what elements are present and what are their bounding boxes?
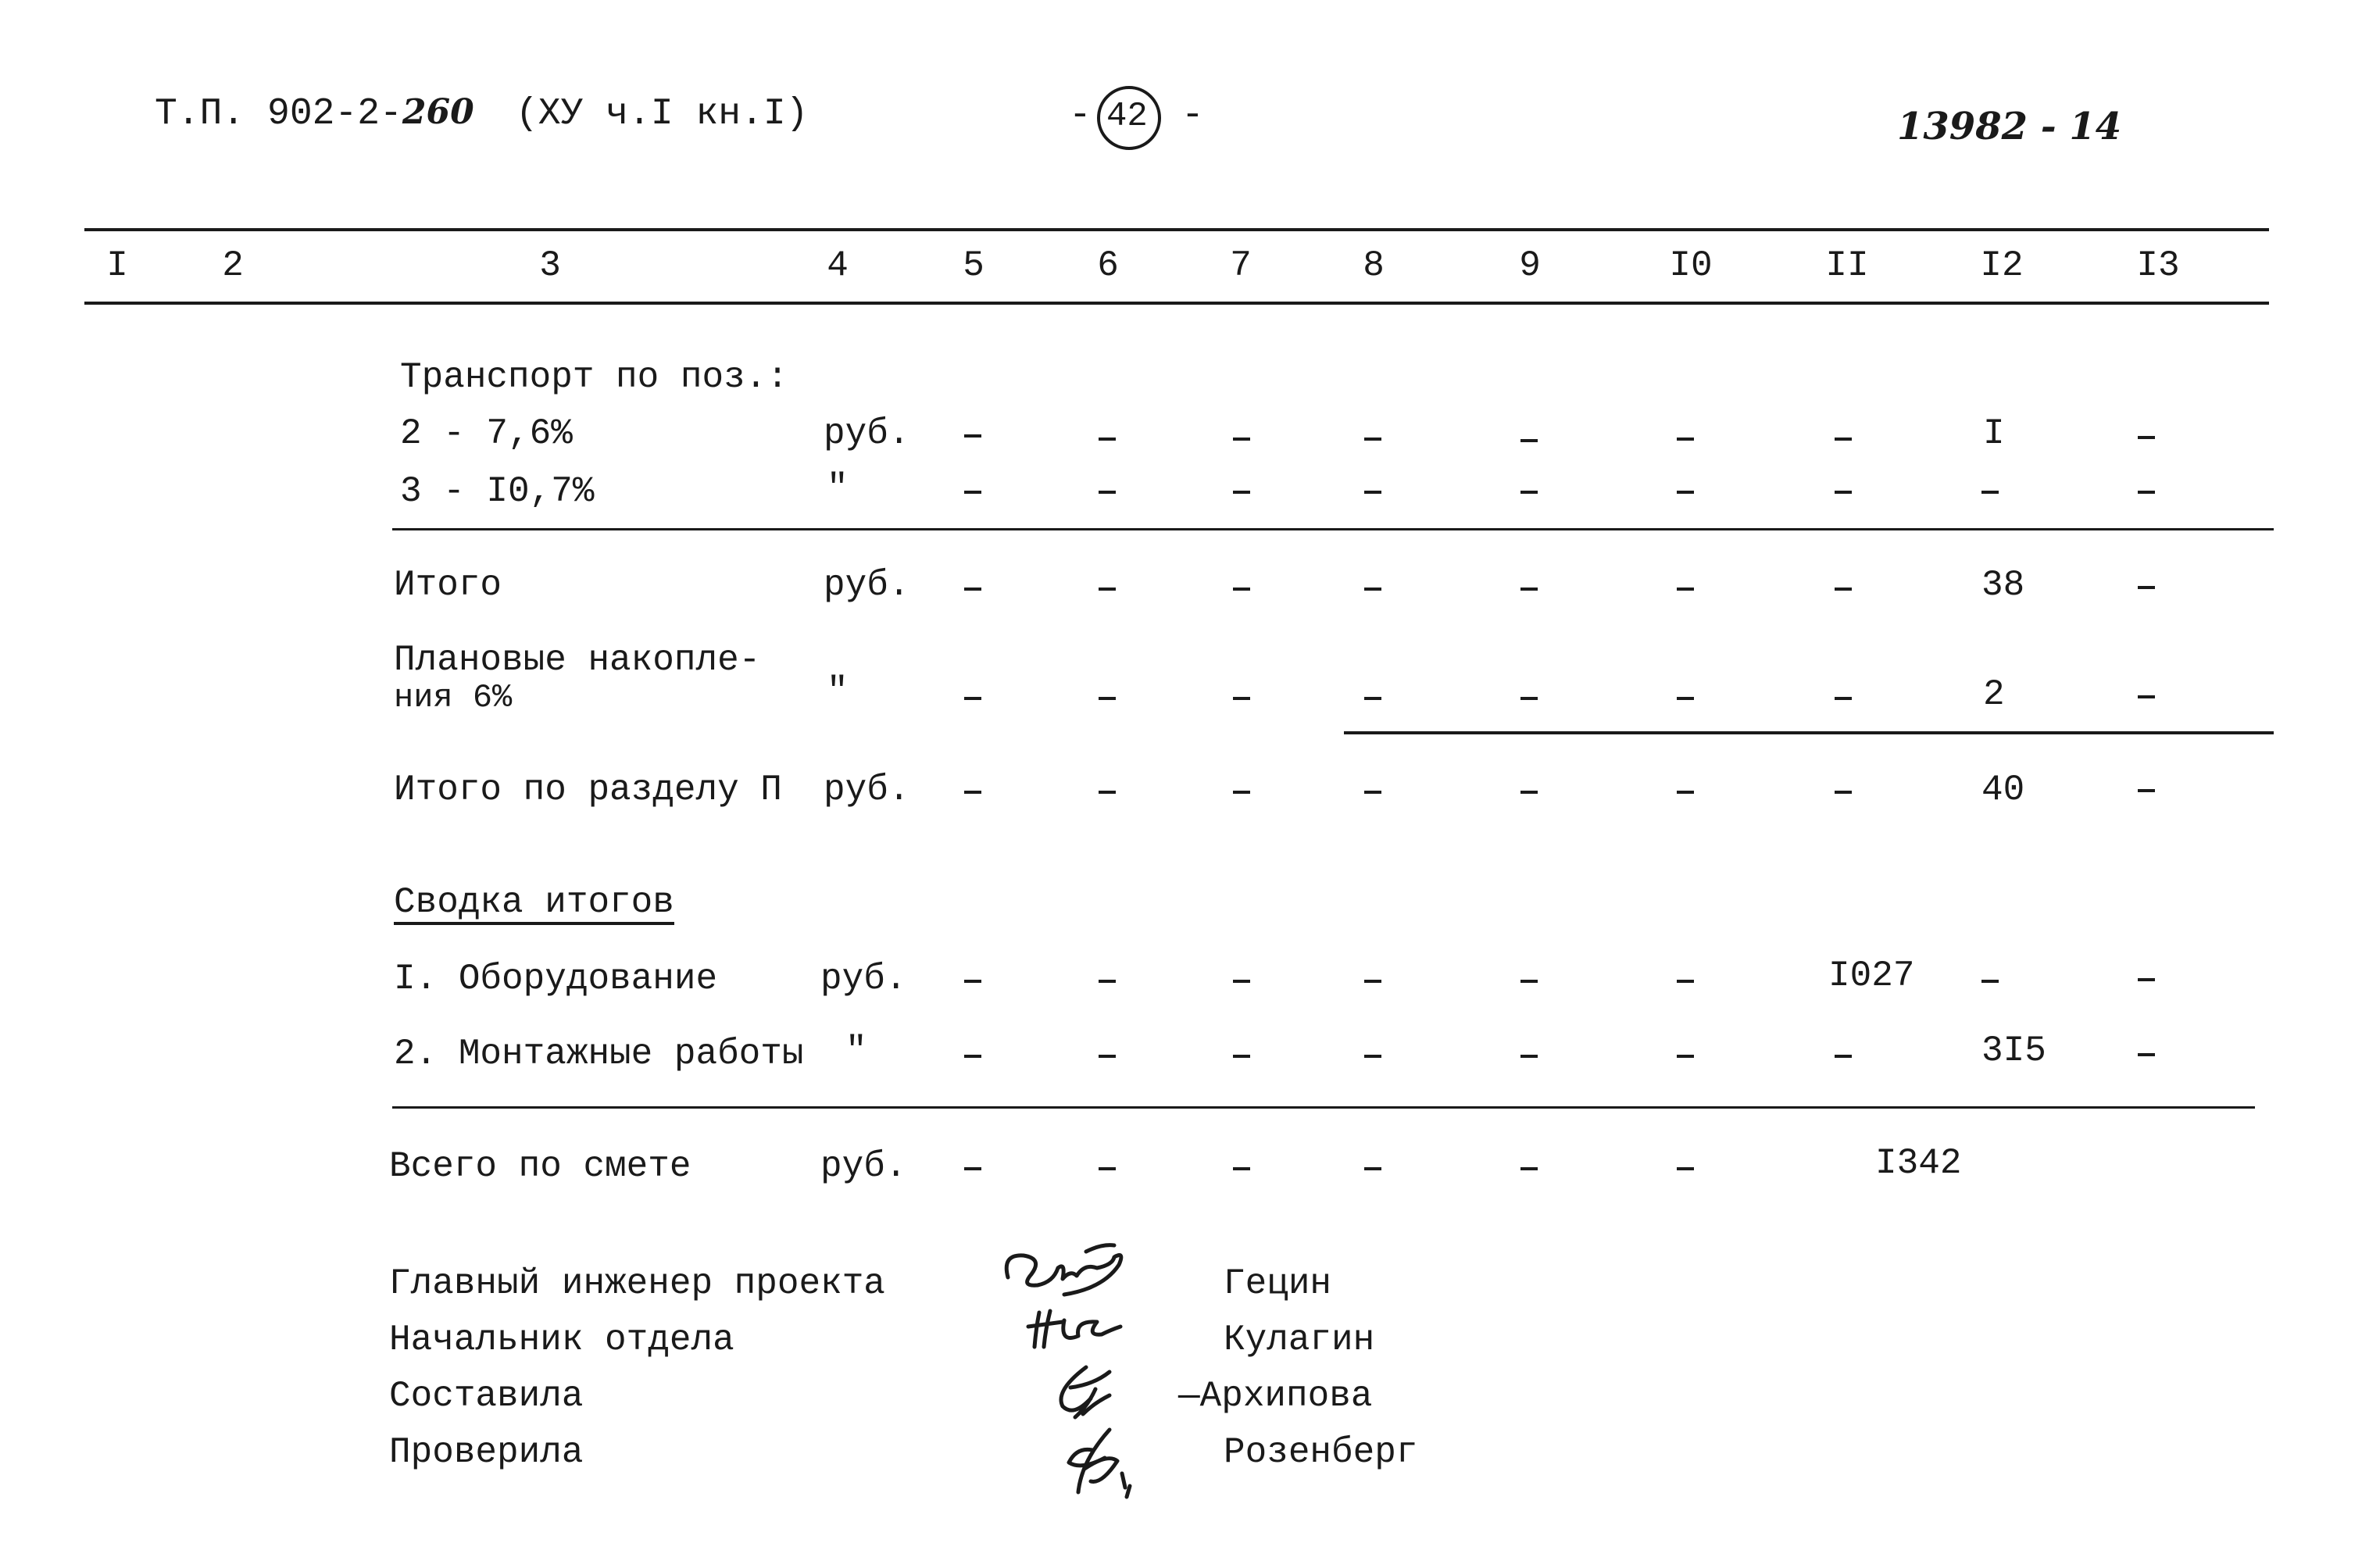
cell-col11: I027 — [1828, 955, 1915, 996]
dash — [1364, 1055, 1381, 1058]
dash — [964, 491, 981, 494]
dash — [1677, 697, 1694, 700]
dash — [1364, 588, 1381, 591]
dash — [1099, 980, 1116, 983]
rule-summary — [392, 1106, 2255, 1109]
dash — [964, 697, 981, 700]
dash — [1677, 791, 1694, 794]
doc-code-handwritten: 260 — [402, 92, 474, 132]
row-label: 3 - I0,7% — [400, 471, 595, 512]
grand-total: I342 — [1875, 1143, 1962, 1184]
dash — [2138, 491, 2155, 494]
column-number: 5 — [963, 245, 984, 286]
dash — [1520, 588, 1538, 591]
dash — [1835, 791, 1852, 794]
dash — [1233, 697, 1250, 700]
dash — [1520, 1167, 1538, 1170]
dash — [1364, 491, 1381, 494]
dash — [2138, 1053, 2155, 1056]
dash — [1677, 491, 1694, 494]
row-label: Плановые накопле- — [394, 640, 761, 680]
dash — [1520, 697, 1538, 700]
dash — [1233, 1055, 1250, 1058]
header-rule-bottom — [84, 302, 2269, 305]
row-label: Итого по разделу П — [394, 770, 782, 810]
dash — [1677, 1055, 1694, 1058]
cell-col12: 2 — [1983, 674, 2005, 715]
row-unit: " — [827, 671, 849, 712]
signature-name: Кулагин — [1224, 1320, 1375, 1360]
dash — [1233, 791, 1250, 794]
column-number: I0 — [1669, 245, 1713, 286]
dash — [1520, 791, 1538, 794]
row-label: 2. Монтажные работы — [394, 1034, 804, 1074]
dash — [964, 980, 981, 983]
row-unit: руб. — [820, 1146, 907, 1187]
rule-transport — [392, 528, 2274, 530]
column-number: 8 — [1363, 245, 1385, 286]
page-number-dash-left: - — [1069, 95, 1092, 137]
dash — [1099, 697, 1116, 700]
row-label-cont: ния 6% — [394, 679, 513, 716]
dash — [1835, 1055, 1852, 1058]
dash — [964, 434, 981, 438]
page-number: 42 — [1106, 97, 1148, 136]
column-number: I2 — [1980, 245, 2024, 286]
doc-part: (ХУ ч.I кн.I) — [516, 93, 809, 135]
header-rule-top — [84, 228, 2269, 231]
dash — [1981, 980, 1999, 983]
dash — [1099, 1055, 1116, 1058]
dash — [964, 791, 981, 794]
doc-code — [155, 92, 474, 135]
cell-col12: I — [1983, 413, 2005, 454]
rule-plan — [1344, 731, 2274, 734]
dash — [1233, 980, 1250, 983]
dash — [1364, 980, 1381, 983]
doc-code-prefix: Т.П. 902-2- — [155, 93, 402, 135]
dash — [1835, 697, 1852, 700]
signature-role: Главный инженер проекта — [389, 1263, 885, 1304]
signature-name: —Архипова — [1178, 1376, 1373, 1416]
row-unit: руб. — [824, 770, 910, 810]
signature-role: Составила — [389, 1376, 584, 1416]
dash — [1520, 1055, 1538, 1058]
column-number: I — [106, 245, 128, 286]
column-number: I3 — [2136, 245, 2180, 286]
dash — [1677, 588, 1694, 591]
summary-title: Сводка итогов — [394, 884, 674, 925]
cell-col12: 40 — [1981, 770, 2025, 810]
dash — [1364, 791, 1381, 794]
dash — [1520, 980, 1538, 983]
dash — [1233, 491, 1250, 494]
dash — [1233, 438, 1250, 441]
cell-col12: 3I5 — [1981, 1030, 2046, 1071]
dash — [2138, 978, 2155, 981]
signature-scribble — [992, 1234, 1195, 1547]
column-number: 3 — [539, 245, 561, 286]
cell-col12: 38 — [1981, 565, 2025, 605]
page-number-dash-right: - — [1181, 95, 1204, 137]
archive-number: 13982 - 14 — [1897, 105, 2122, 148]
row-unit: руб. — [824, 565, 910, 605]
dash — [1099, 438, 1116, 441]
dash — [964, 588, 981, 591]
dash — [1835, 491, 1852, 494]
dash — [964, 1167, 981, 1170]
row-label: Всего по смете — [389, 1146, 691, 1187]
row-label: I. Оборудование — [394, 959, 718, 999]
row-label: 2 - 7,6% — [400, 413, 573, 454]
column-number: 6 — [1097, 245, 1119, 286]
dash — [1233, 1167, 1250, 1170]
dash — [1364, 697, 1381, 700]
signature-role: Проверила — [389, 1432, 584, 1473]
dash — [1233, 588, 1250, 591]
row-label: Итого — [394, 565, 502, 605]
dash — [2138, 789, 2155, 792]
signature-role: Начальник отдела — [389, 1320, 734, 1360]
dash — [1677, 438, 1694, 441]
column-number: 4 — [827, 245, 849, 286]
dash — [1677, 980, 1694, 983]
dash — [1520, 439, 1538, 442]
dash — [1099, 791, 1116, 794]
dash — [1099, 491, 1116, 494]
dash — [1835, 438, 1852, 441]
dash — [1364, 438, 1381, 441]
column-number: 9 — [1519, 245, 1541, 286]
dash — [1099, 588, 1116, 591]
row-unit: руб. — [820, 959, 907, 999]
transport-title: Транспорт по поз.: — [400, 357, 788, 398]
dash — [1677, 1167, 1694, 1170]
dash — [2138, 586, 2155, 589]
dash — [1364, 1167, 1381, 1170]
row-unit: " — [845, 1030, 867, 1071]
dash — [1981, 491, 1999, 494]
row-unit: руб. — [824, 413, 910, 454]
dash — [1520, 491, 1538, 494]
column-number: II — [1825, 245, 1869, 286]
row-unit: " — [827, 468, 849, 509]
column-number: 7 — [1230, 245, 1252, 286]
column-number: 2 — [222, 245, 244, 286]
dash — [1835, 588, 1852, 591]
dash — [964, 1055, 981, 1058]
dash — [1099, 1167, 1116, 1170]
signature-name: Розенберг — [1224, 1432, 1418, 1473]
signature-name: Гецин — [1224, 1263, 1332, 1304]
dash — [2138, 436, 2155, 439]
dash — [2138, 695, 2155, 698]
